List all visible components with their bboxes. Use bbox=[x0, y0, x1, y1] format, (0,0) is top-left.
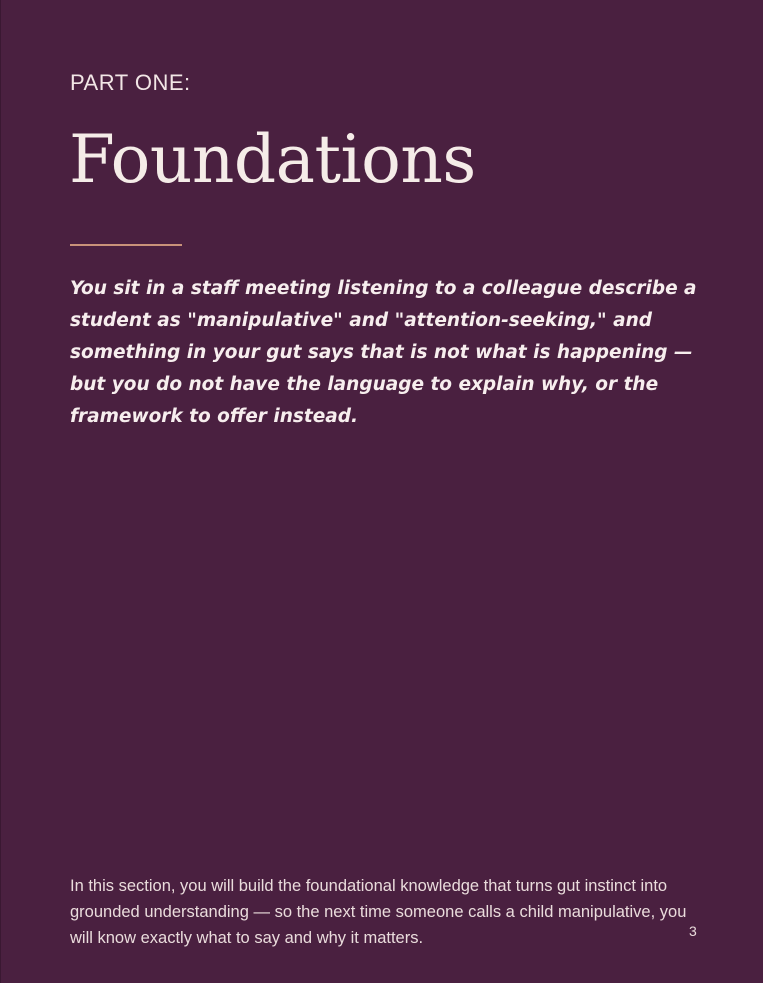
page-number: 3 bbox=[689, 923, 697, 939]
intro-paragraph: In this section, you will build the foundational knowledge that turns gut instinct into grounded understanding — so the next time someone calls a child manipulative, you will know exactly what to say and why it matters. bbox=[70, 877, 687, 947]
lede-paragraph: You sit in a staff meeting listening to a colleague describe a student as "manipulative" and "attention-seeking," and something in your gut says that is not what is happening — but you do not have the language to explain why, or the framework to offer instead. bbox=[70, 278, 697, 427]
section-title: Foundations bbox=[69, 121, 476, 198]
accent-divider bbox=[70, 244, 182, 246]
part-label: PART ONE: bbox=[70, 70, 191, 95]
